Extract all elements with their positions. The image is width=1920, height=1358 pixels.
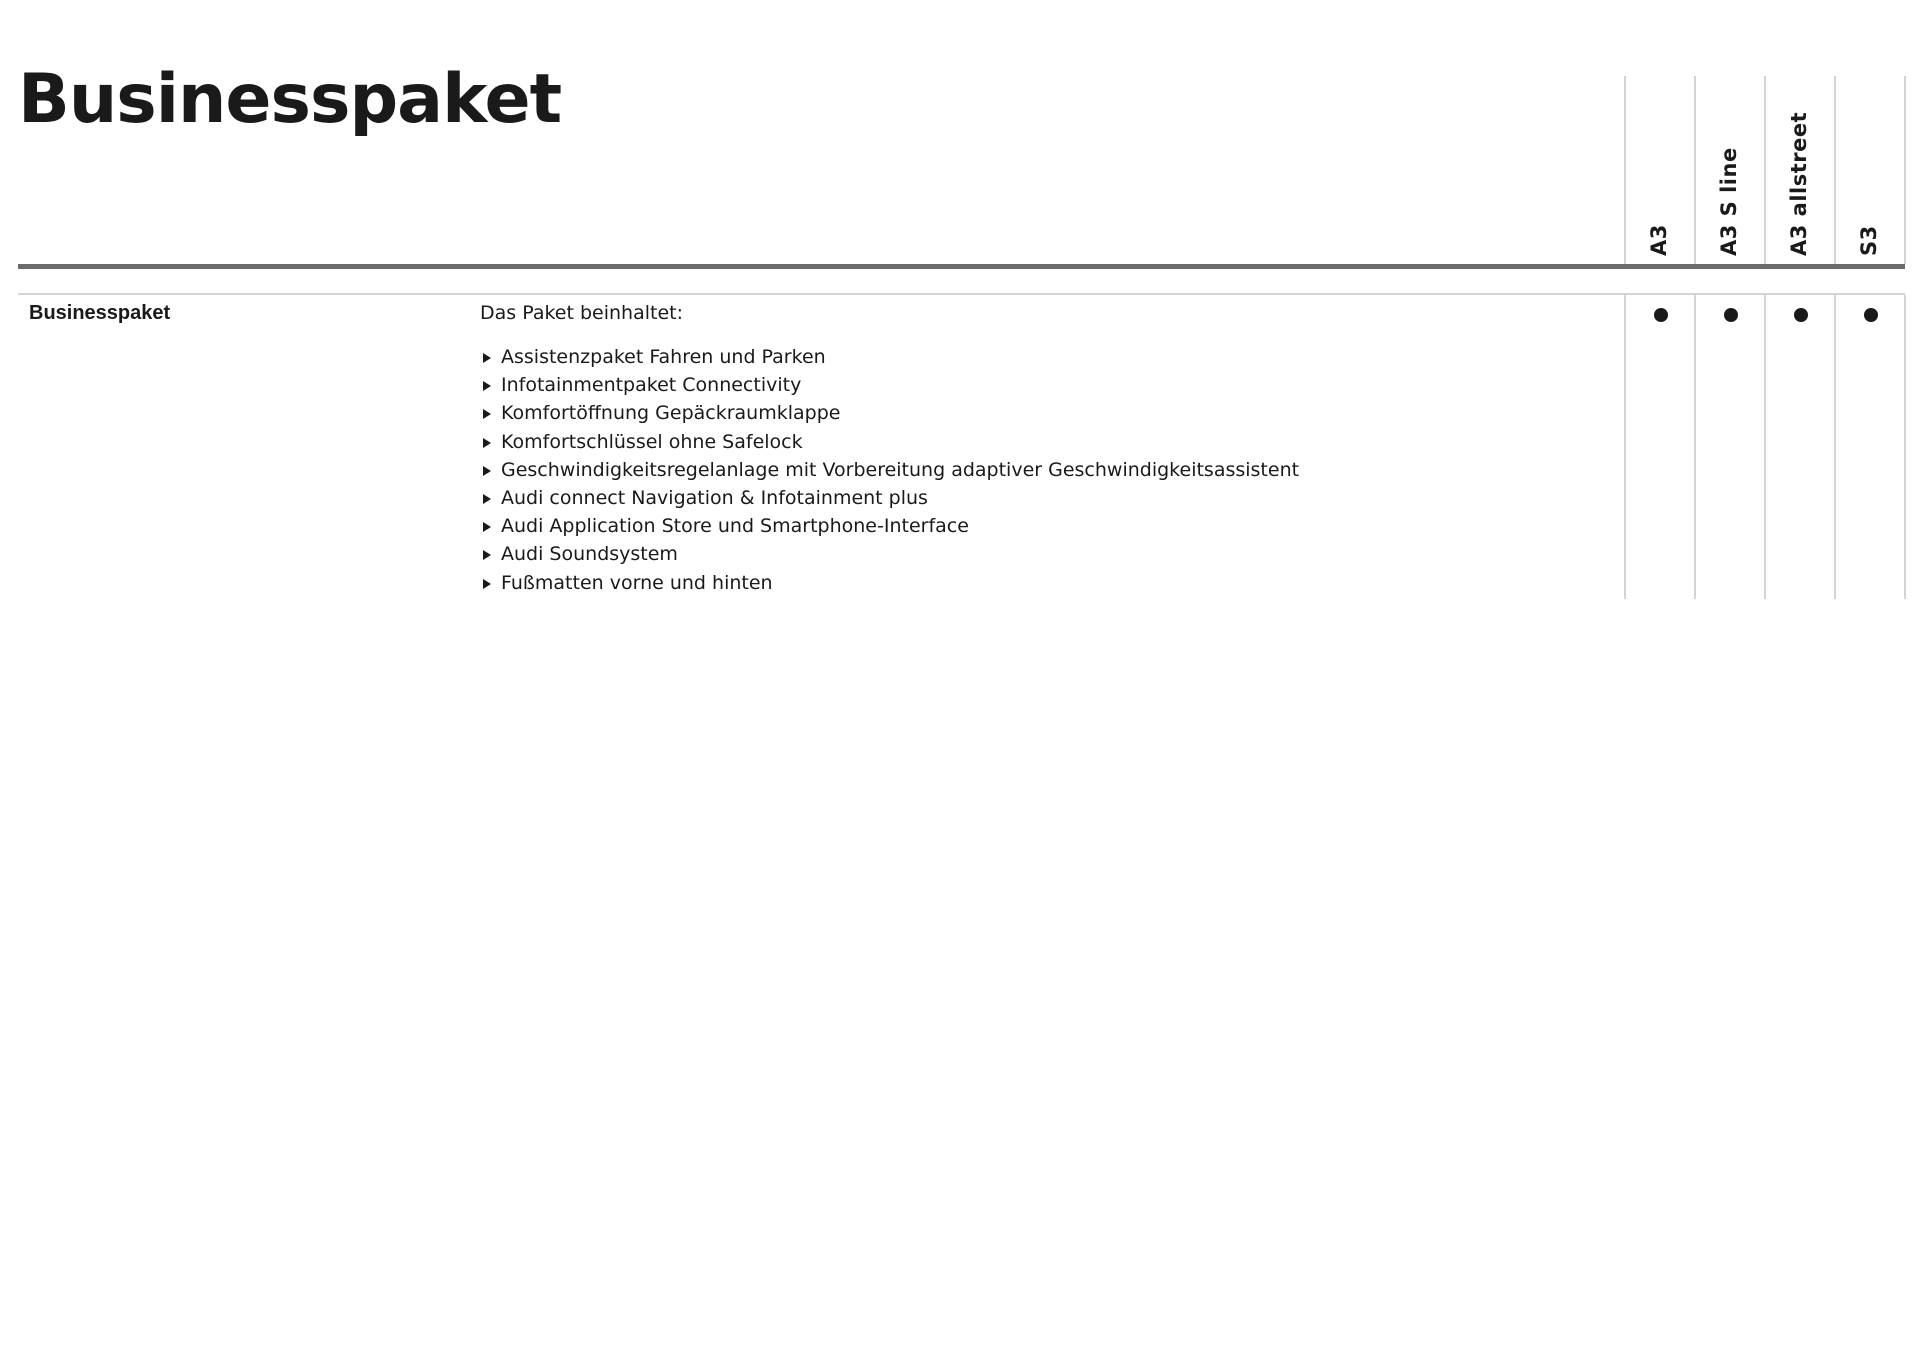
row-name: Businesspaket bbox=[29, 302, 171, 324]
triangle-bullet-icon bbox=[483, 579, 491, 589]
column-divider bbox=[1624, 76, 1626, 264]
list-item-label: Komfortschlüssel ohne Safelock bbox=[501, 430, 803, 453]
page-title: Businesspaket bbox=[18, 60, 562, 139]
column-header-a3-s-line: A3 S line bbox=[1717, 147, 1741, 256]
column-divider bbox=[1694, 295, 1696, 599]
column-header-a3: A3 bbox=[1647, 224, 1671, 256]
list-item-label: Assistenzpaket Fahren und Parken bbox=[501, 346, 826, 368]
list-item bbox=[480, 484, 1299, 512]
column-divider bbox=[1834, 295, 1836, 599]
list-item-label: Fußmatten vorne und hinten bbox=[501, 571, 773, 594]
list-item-label: Geschwindigkeitsregelanlage mit Vorbereitung adaptiver Geschwindigkeitsassistent bbox=[501, 458, 1300, 481]
list-item-label: Audi Application Store und Smartphone-Interface bbox=[501, 515, 969, 538]
list-item bbox=[480, 456, 1299, 484]
column-divider bbox=[1834, 76, 1836, 264]
column-divider bbox=[1694, 76, 1696, 264]
triangle-bullet-icon bbox=[483, 550, 491, 560]
row-intro: Das Paket beinhaltet: bbox=[480, 302, 683, 324]
triangle-bullet-icon bbox=[483, 381, 491, 391]
list-item-label: Audi connect Navigation & Infotainment plus bbox=[501, 486, 928, 509]
column-divider bbox=[1624, 295, 1626, 599]
list-item bbox=[480, 371, 1299, 399]
triangle-bullet-icon bbox=[483, 409, 491, 419]
triangle-bullet-icon bbox=[483, 353, 491, 363]
list-item bbox=[480, 428, 1299, 456]
package-contents-list bbox=[480, 343, 1299, 597]
column-header-s3: S3 bbox=[1857, 225, 1881, 256]
row-rule bbox=[18, 293, 1905, 295]
list-item bbox=[480, 569, 1299, 597]
list-item bbox=[480, 399, 1299, 427]
column-divider bbox=[1904, 295, 1906, 599]
list-item bbox=[480, 512, 1299, 540]
list-item-label: Komfortöffnung Gepäckraumklappe bbox=[501, 402, 841, 425]
list-item-label: Audi Soundsystem bbox=[501, 543, 678, 566]
triangle-bullet-icon bbox=[483, 438, 491, 448]
header-rule bbox=[18, 264, 1905, 269]
column-header-a3-allstreet: A3 allstreet bbox=[1787, 111, 1811, 256]
standard-dot-icon-a3-allstreet bbox=[1794, 308, 1808, 322]
list-item bbox=[480, 540, 1299, 568]
standard-dot-icon-a3-s-line bbox=[1724, 308, 1738, 322]
list-item-label: Infotainmentpaket Connectivity bbox=[501, 374, 802, 397]
triangle-bullet-icon bbox=[483, 494, 491, 504]
standard-dot-icon-s3 bbox=[1864, 308, 1878, 322]
column-divider bbox=[1764, 76, 1766, 264]
triangle-bullet-icon bbox=[483, 466, 491, 476]
triangle-bullet-icon bbox=[483, 522, 491, 532]
column-divider bbox=[1904, 76, 1906, 264]
standard-dot-icon-a3 bbox=[1654, 308, 1668, 322]
column-divider bbox=[1764, 295, 1766, 599]
list-item bbox=[480, 343, 1299, 371]
